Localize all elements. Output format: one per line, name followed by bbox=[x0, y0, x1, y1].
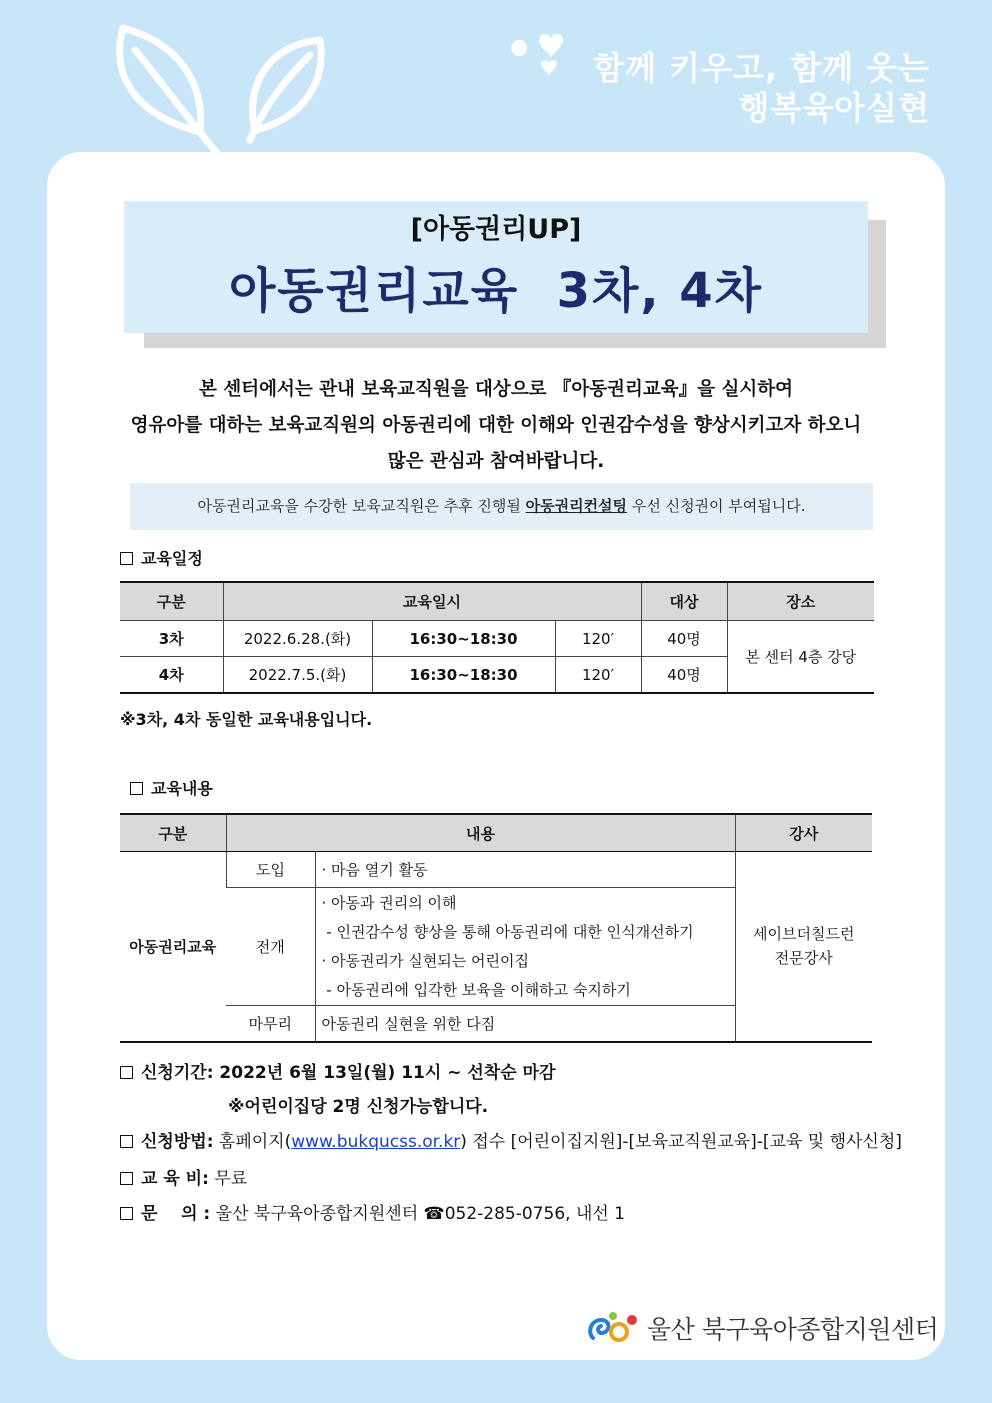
content-cell bbox=[315, 888, 735, 1006]
table-header-row bbox=[120, 814, 872, 852]
intro-line1: 본 센터에서는 관내 보육교직원을 대상으로 『아동권리교육』을 실시하여 bbox=[199, 379, 793, 400]
content-line: · 아동권리가 실현되는 어린이집 bbox=[321, 951, 529, 970]
method-prefix: 홈페이지( bbox=[218, 1132, 292, 1152]
schedule-heading bbox=[120, 546, 203, 569]
schedule-note: ※3차, 4차 동일한 교육내용입니다. bbox=[120, 710, 373, 729]
content-heading-label: 교육내용 bbox=[151, 779, 213, 798]
target-cell: 40명 bbox=[641, 657, 727, 694]
place-cell: 본 센터 4층 강당 bbox=[727, 621, 874, 694]
schedule-table bbox=[120, 581, 874, 694]
instructor-cell bbox=[735, 852, 872, 1042]
fee-row bbox=[120, 1164, 247, 1189]
stage-cell: 전개 bbox=[226, 888, 315, 1006]
schedule-heading-label: 교육일정 bbox=[141, 549, 203, 568]
table-header: 구분 bbox=[120, 582, 223, 621]
session-cell: 4차 bbox=[120, 657, 223, 694]
category-cell: 아동권리교육 bbox=[120, 852, 226, 1042]
slogan-line2: 행복육아실현 bbox=[738, 89, 930, 127]
fee-value: 무료 bbox=[214, 1169, 248, 1189]
checkbox-square-icon bbox=[120, 552, 133, 565]
checkbox-square-icon bbox=[120, 1066, 133, 1079]
instructor-line2: 전문강사 bbox=[774, 949, 833, 968]
title-box bbox=[124, 201, 868, 333]
fee-label: 교 육 비: bbox=[141, 1169, 209, 1189]
content-cell: · 마음 열기 활동 bbox=[315, 852, 735, 888]
table-header-row bbox=[120, 582, 874, 621]
instructor-line1: 세이브더칠드런 bbox=[753, 925, 855, 944]
duration-cell: 120′ bbox=[555, 657, 641, 694]
intro-line3: 많은 관심과 참여바랍니다. bbox=[387, 451, 605, 472]
footer-logo bbox=[585, 1306, 938, 1350]
content-heading bbox=[130, 776, 213, 799]
checkbox-square-icon bbox=[120, 1172, 133, 1185]
footer-org-name: 울산 북구육아종합지원센터 bbox=[647, 1315, 939, 1344]
table-header: 내용 bbox=[226, 814, 735, 852]
title-subtitle: [아동권리UP] bbox=[410, 214, 582, 245]
checkbox-square-icon bbox=[120, 1207, 133, 1220]
stage-cell: 마무리 bbox=[226, 1006, 315, 1042]
content-line: · 아동과 권리의 이해 bbox=[321, 893, 457, 912]
center-logo-icon bbox=[585, 1308, 641, 1348]
method-label: 신청방법: bbox=[141, 1132, 214, 1152]
notice-highlight: 아동권리컨설팅 bbox=[525, 497, 628, 515]
table-header: 강사 bbox=[735, 814, 872, 852]
target-cell: 40명 bbox=[641, 621, 727, 657]
session-cell: 3차 bbox=[120, 621, 223, 657]
period-note: ※어린이집당 2명 신청가능합니다. bbox=[228, 1097, 489, 1117]
contact-label: 문 의 : bbox=[141, 1204, 211, 1224]
date-cell: 2022.7.5.(화) bbox=[223, 657, 372, 694]
notice-after: 우선 신청권이 부여됩니다. bbox=[631, 497, 806, 515]
content-line: - 아동권리에 입각한 보육을 이해하고 숙지하기 bbox=[321, 980, 631, 999]
leaf-decoration-icon bbox=[105, 20, 335, 155]
time-cell: 16:30~18:30 bbox=[372, 657, 555, 694]
table-row bbox=[120, 852, 872, 888]
table-row bbox=[120, 621, 874, 657]
notice-box bbox=[130, 483, 873, 530]
slogan-line1: 함께 키우고, 함께 웃는 bbox=[593, 49, 930, 87]
table-header: 교육일시 bbox=[223, 582, 641, 621]
contact-row bbox=[120, 1199, 625, 1224]
page-title: 아동권리교육 3차, 4차 bbox=[228, 263, 764, 319]
table-header: 구분 bbox=[120, 814, 226, 852]
content-table bbox=[120, 813, 872, 1043]
homepage-link[interactable]: www.bukqucss.or.kr bbox=[291, 1132, 461, 1152]
method-suffix: ) 접수 [어린이집지원]-[보육교직원교육]-[교육 및 행사신청] bbox=[460, 1132, 902, 1152]
period-value: 2022년 6월 13일(월) 11시 ~ 선착순 마감 bbox=[219, 1063, 556, 1083]
hearts-icon bbox=[505, 26, 575, 76]
notice-before: 아동권리교육을 수강한 보육교직원은 추후 진행될 bbox=[197, 497, 521, 515]
method-row bbox=[120, 1127, 902, 1152]
stage-cell: 도입 bbox=[226, 852, 315, 888]
period-row bbox=[120, 1058, 555, 1083]
period-label: 신청기간: bbox=[141, 1063, 214, 1083]
intro-text bbox=[80, 372, 912, 480]
intro-line2: 영유아를 대하는 보육교직원의 아동권리에 대한 이해와 인권감수성을 향상시키고자 하오니 bbox=[130, 415, 862, 436]
duration-cell: 120′ bbox=[555, 621, 641, 657]
slogan bbox=[593, 48, 930, 128]
content-cell: 아동권리 실현을 위한 다짐 bbox=[315, 1006, 735, 1042]
checkbox-square-icon bbox=[130, 782, 143, 795]
date-cell: 2022.6.28.(화) bbox=[223, 621, 372, 657]
contact-value: 울산 북구육아종합지원센터 ☎052-285-0756, 내선 1 bbox=[215, 1204, 626, 1224]
content-line: - 인권감수성 향상을 통해 아동권리에 대한 인식개선하기 bbox=[321, 922, 694, 941]
time-cell: 16:30~18:30 bbox=[372, 621, 555, 657]
table-header: 대상 bbox=[641, 582, 727, 621]
checkbox-square-icon bbox=[120, 1135, 133, 1148]
table-header: 장소 bbox=[727, 582, 874, 621]
